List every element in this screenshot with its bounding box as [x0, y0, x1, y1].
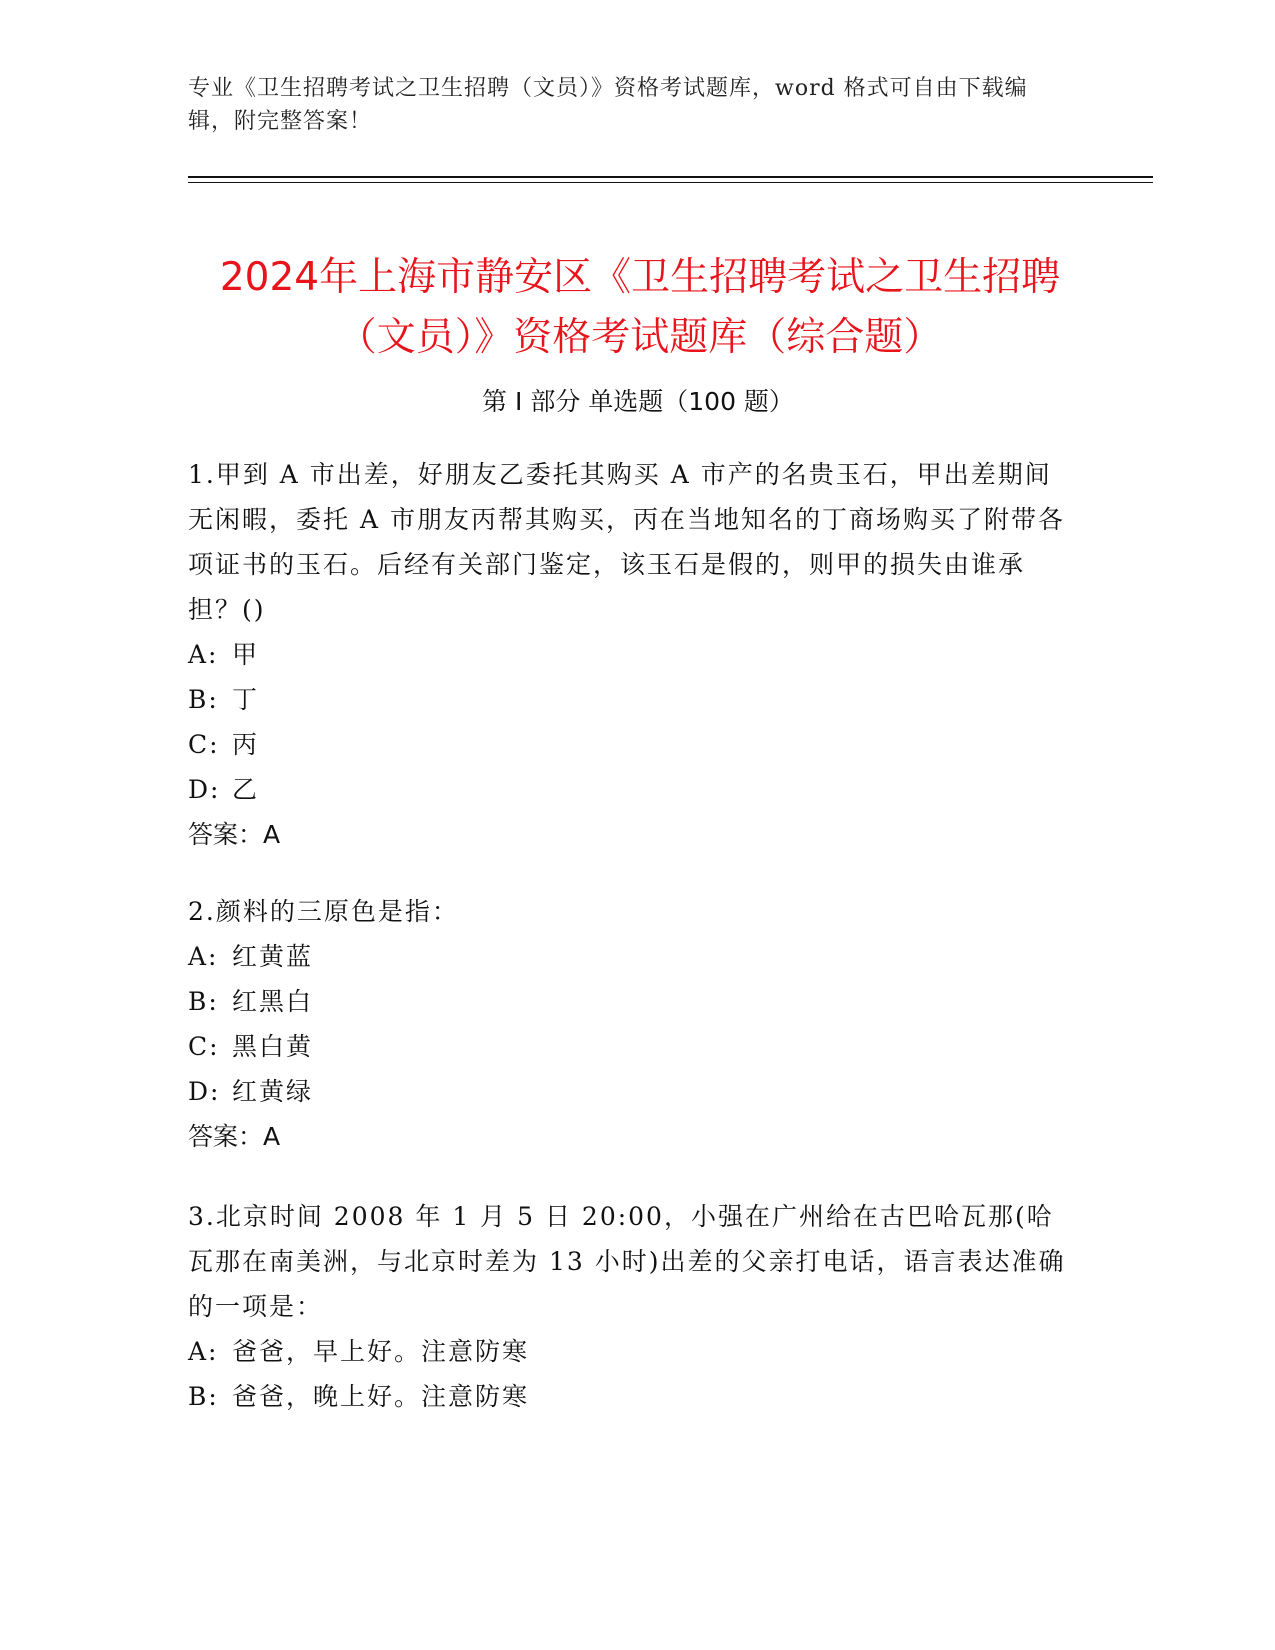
option-b — [188, 1374, 1073, 1419]
option-c — [188, 722, 1073, 767]
question-2 — [188, 889, 1073, 1159]
option-a — [188, 632, 1073, 677]
option-label: C: — [188, 730, 220, 759]
option-d — [188, 767, 1073, 812]
option-label: D: — [188, 1077, 221, 1106]
option-text: 爸爸，晚上好。注意防寒 — [232, 1382, 530, 1411]
question-3 — [188, 1194, 1073, 1419]
option-text: 红黄蓝 — [232, 942, 314, 971]
option-text: 丙 — [232, 730, 260, 759]
option-text: 红黄绿 — [232, 1077, 314, 1106]
document-title: 2024年上海市静安区《卫生招聘考试之卫生招聘（文员）》资格考试题库（综合题） — [219, 255, 1061, 361]
option-a — [188, 934, 1073, 979]
answer: 答案：A — [188, 1122, 281, 1151]
option-text: 丁 — [232, 685, 260, 714]
option-a — [188, 1329, 1073, 1374]
option-text: 爸爸，早上好。注意防寒 — [232, 1337, 530, 1366]
option-label: B: — [188, 1382, 219, 1411]
question-stem: 1.甲到 A 市出差，好朋友乙委托其购买 A 市产的名贵玉石，甲出差期间无闲暇，委托 A 市朋友丙帮其购买，丙在当地知名的丁商场购买了附带各项证书的玉石。后经有关部门鉴定，该玉石是假的，则甲的损失由谁承担？() — [188, 460, 1065, 624]
question-stem: 3.北京时间 2008 年 1 月 5 日 20:00，小强在广州给在古巴哈瓦那(哈瓦那在南美洲，与北京时差为 13 小时)出差的父亲打电话，语言表达准确的一项是： — [188, 1202, 1066, 1321]
header-rule-thin — [188, 182, 1153, 183]
option-label: C: — [188, 1032, 220, 1061]
header-note: 专业《卫生招聘考试之卫生招聘（文员）》资格考试题库，word 格式可自由下载编辑，附完整答案！ — [188, 76, 1028, 134]
question-stem: 2.颜料的三原色是指： — [188, 897, 459, 926]
option-label: A: — [188, 1337, 219, 1366]
answer: 答案：A — [188, 820, 281, 849]
option-label: B: — [188, 987, 219, 1016]
option-text: 乙 — [232, 775, 260, 804]
option-d — [188, 1069, 1073, 1114]
option-c — [188, 1024, 1073, 1069]
option-text: 红黑白 — [232, 987, 314, 1016]
option-label: A: — [188, 942, 219, 971]
option-label: A: — [188, 640, 219, 669]
option-label: D: — [188, 775, 221, 804]
option-b — [188, 677, 1073, 722]
option-b — [188, 979, 1073, 1024]
header-rule-thick — [188, 176, 1153, 178]
option-text: 黑白黄 — [232, 1032, 314, 1061]
section-title: 第 I 部分 单选题（100 题） — [482, 387, 794, 416]
question-1 — [188, 452, 1073, 857]
option-text: 甲 — [232, 640, 260, 669]
option-label: B: — [188, 685, 219, 714]
